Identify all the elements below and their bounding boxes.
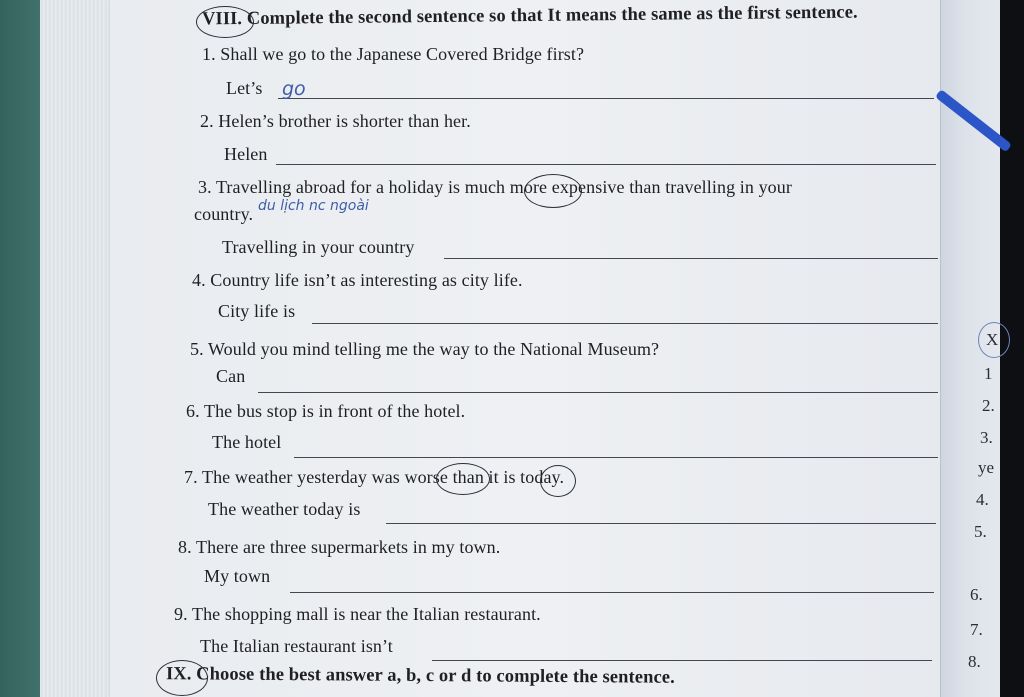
answer-line-4[interactable] xyxy=(312,323,938,324)
prompt-1: Let’s xyxy=(226,78,263,98)
margin-5: 5. xyxy=(974,522,987,541)
prompt-4: City life is xyxy=(218,301,296,321)
section-9-circle xyxy=(156,660,208,696)
margin-8: 8. xyxy=(968,652,981,671)
worse-circle xyxy=(436,463,490,495)
margin-6: 6. xyxy=(970,585,983,604)
margin-ye: ye xyxy=(978,458,995,477)
section-9-heading: IX. Choose the best answer a, b, c or d to complete the sentence. xyxy=(165,664,675,688)
answer-line-3[interactable] xyxy=(444,258,938,259)
answer-line-1[interactable] xyxy=(278,98,934,99)
section-8-heading: VIII. Complete the second sentence so that It means the same as the first sentence. xyxy=(201,2,858,30)
question-8: 8. There are three supermarkets in my town. xyxy=(178,537,501,557)
question-3: 3. Travelling abroad for a holiday is much more expensive than travelling in your xyxy=(198,177,792,197)
prompt-3: Travelling in your country xyxy=(222,237,415,257)
answer-line-5[interactable] xyxy=(258,392,938,393)
heading-circle xyxy=(196,6,254,38)
answer-line-7[interactable] xyxy=(386,523,936,524)
is-circle xyxy=(540,465,576,497)
prompt-9: The Italian restaurant isn’t xyxy=(200,636,393,656)
margin-1: 1 xyxy=(984,364,993,383)
question-5: 5. Would you mind telling me the way to the National Museum? xyxy=(190,339,660,359)
prompt-7: The weather today is xyxy=(208,499,361,519)
answer-line-2[interactable] xyxy=(276,164,936,165)
margin-2: 2. xyxy=(982,396,995,415)
answer-line-8[interactable] xyxy=(290,592,934,593)
question-1: 1. Shall we go to the Japanese Covered Bridge first? xyxy=(202,44,585,64)
question-2: 2. Helen’s brother is shorter than her. xyxy=(200,111,471,131)
prompt-2: Helen xyxy=(224,144,268,164)
margin-mark-x: X xyxy=(986,330,999,349)
prompt-6: The hotel xyxy=(212,432,282,452)
question-9: 9. The shopping mall is near the Italian restaurant. xyxy=(174,604,541,624)
handwritten-answer-1: go xyxy=(282,78,306,100)
margin-7: 7. xyxy=(970,620,983,639)
answer-line-6[interactable] xyxy=(294,457,938,458)
margin-circle xyxy=(978,322,1010,358)
question-6: 6. The bus stop is in front of the hotel. xyxy=(186,401,466,421)
margin-3: 3. xyxy=(980,428,993,447)
question-4: 4. Country life isn’t as interesting as city life. xyxy=(192,270,523,290)
prompt-5: Can xyxy=(216,366,246,386)
prompt-8: My town xyxy=(204,566,271,586)
much-circle xyxy=(524,174,582,208)
handwritten-note-3: du lịch nc ngoài xyxy=(258,198,369,214)
question-7: 7. The weather yesterday was worse than it is today. xyxy=(184,467,565,487)
margin-4: 4. xyxy=(976,490,989,509)
question-3-cont: country. xyxy=(194,204,254,224)
answer-line-9[interactable] xyxy=(432,660,932,661)
